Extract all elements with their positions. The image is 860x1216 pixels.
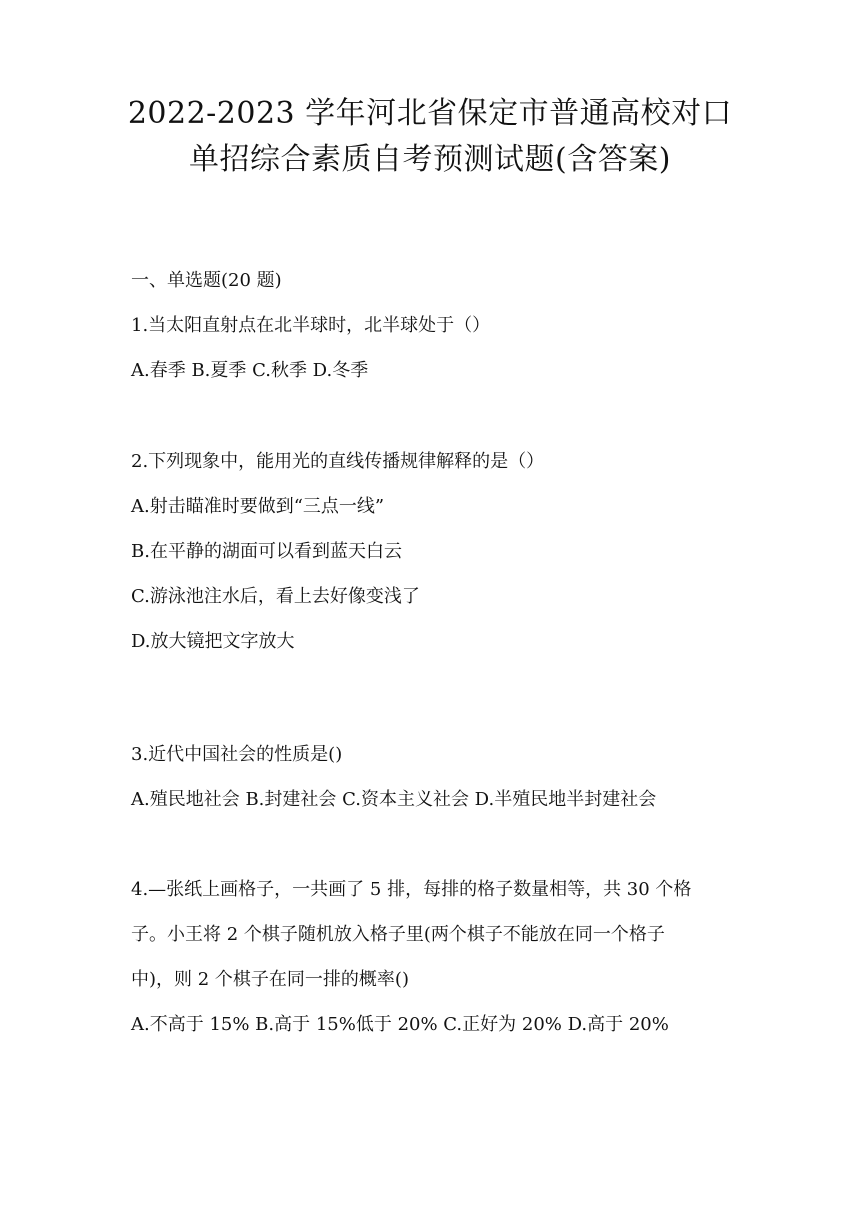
question-3-options: A.殖民地社会 B.封建社会 C.资本主义社会 D.半殖民地半封建社会 — [131, 789, 657, 810]
section-heading: 一、单选题(20 题) — [131, 270, 282, 291]
question-2-option-d: D.放大镜把文字放大 — [131, 631, 295, 652]
document-title-line-1: 2022-2023 学年河北省保定市普通高校对口 — [127, 96, 733, 131]
question-1-stem: 1.当太阳直射点在北半球时，北半球处于（） — [131, 315, 491, 336]
question-4-stem-line-3: 中)，则 2 个棋子在同一排的概率() — [131, 969, 409, 990]
question-2-stem: 2.下列现象中，能用光的直线传播规律解释的是（） — [131, 451, 545, 472]
question-4-stem-line-1: 4.—张纸上画格子，一共画了 5 排，每排的格子数量相等，共 30 个格 — [131, 879, 692, 900]
question-4-options: A.不高于 15% B.高于 15%低于 20% C.正好为 20% D.高于 20% — [131, 1014, 669, 1035]
question-3-stem: 3.近代中国社会的性质是() — [131, 744, 343, 765]
question-2-option-b: B.在平静的湖面可以看到蓝天白云 — [131, 541, 402, 562]
question-2-option-a: A.射击瞄准时要做到“三点一线” — [131, 496, 385, 517]
question-1-options: A.春季 B.夏季 C.秋季 D.冬季 — [131, 360, 369, 381]
question-2-option-c: C.游泳池注水后，看上去好像变浅了 — [131, 586, 420, 607]
document-title-line-2: 单招综合素质自考预测试题(含答案) — [189, 142, 671, 177]
question-4-stem-line-2: 子。小王将 2 个棋子随机放入格子里(两个棋子不能放在同一个格子 — [131, 924, 665, 945]
